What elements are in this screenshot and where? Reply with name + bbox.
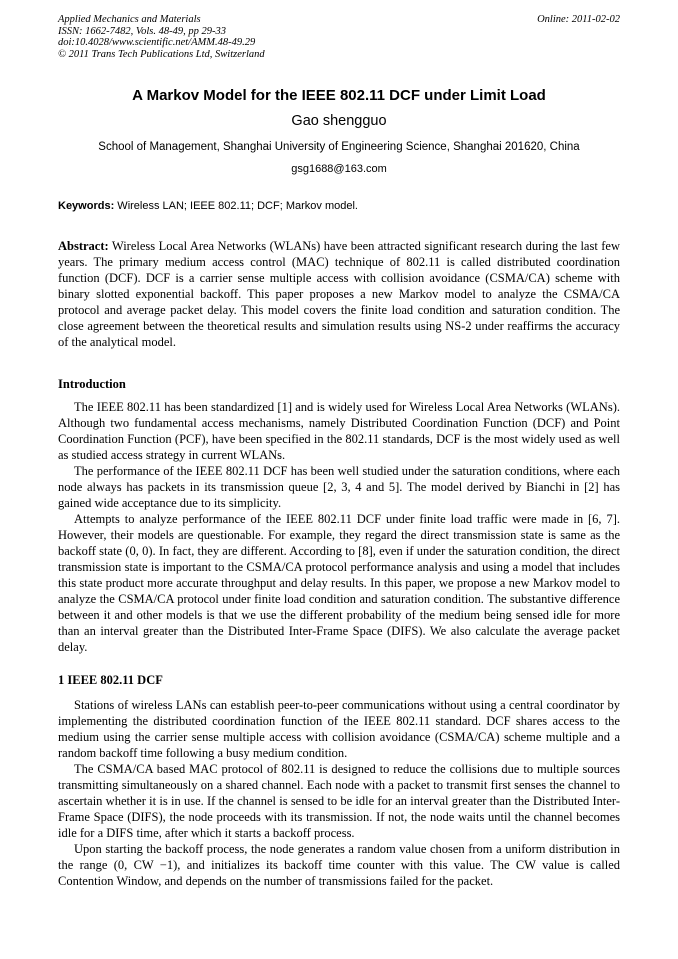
keywords-text: Wireless LAN; IEEE 802.11; DCF; Markov model.	[114, 200, 358, 212]
abstract-text: Wireless Local Area Networks (WLANs) have been attracted significant research during the last few years. The primary medium access control (MAC) technique of 802.11 is called distributed coordination function (DCF). DCF is a carrier sense multiple access with collision avoidance (CSMA/CA) scheme with binary slotted exponential backoff. This paper proposes a new Markov model to analyze the CSMA/CA protocol and average packet delay. This model covers the finite load condition and saturation condition. The close agreement between the theoretical results and simulation results using NS-2 under reaffirms the accuracy of the analytical model.	[58, 239, 620, 349]
dcf-paragraph-3: Upon starting the backoff process, the node generates a random value chosen from a uniform distribution in the range (0, CW −1), and initializes its backoff time counter with this value. The CW value is called Contention Window, and depends on the number of transmissions failed for the packet.	[58, 842, 620, 888]
author-email: gsg1688@163.com	[291, 163, 387, 175]
journal-issn-line: ISSN: 1662-7482, Vols. 48-49, pp 29-33	[58, 25, 226, 37]
dcf-paragraph-1: Stations of wireless LANs can establish peer-to-peer communications without using a central coordinator by implementing the distributed coordination function of the IEEE 802.11 standard. DCF shares access to the medium using the carrier sense multiple access with collision avoidance (CSMA/CA) scheme multiple and a random backoff time following a busy medium condition.	[58, 698, 620, 760]
abstract-label: Abstract:	[58, 239, 109, 253]
section-ieee-80211-dcf	[58, 672, 620, 889]
introduction-paragraph-1: The IEEE 802.11 has been standardized [1] and is widely used for Wireless Local Area Networks (WLANs). Although two fundamental access mechanisms, namely Distributed Coordination Function (DCF) and Point Coordination Function (PCF), have been specified in the 802.11 standards, DCF is the most widely used as well as studied access strategy in current WLANs.	[58, 400, 620, 462]
introduction-paragraph-3: Attempts to analyze performance of the IEEE 802.11 DCF under finite load traffic were made in [6, 7]. However, their models are questionable. For example, they regard the direct transmission state is same as the backoff state (0, 0). In fact, they are different. According to [8], even if under the saturation condition, the direct transmission state is important to the CSMA/CA protocol performance analysis and using a model that includes this state product more accurate throughput and delay results. In this paper, we propose a new Markov model to analyze the CSMA/CA protocol under finite load condition and saturation condition. The substantive difference between it and other models is that we use the different probability of the medium being sensed idle for more than an interval greater than the Distributed Inter-Frame Space (DIFS). We also calculate the average packet delay.	[58, 512, 620, 654]
author-affiliation: School of Management, Shanghai University of Engineering Science, Shanghai 201620, China	[98, 141, 580, 153]
journal-info-block	[58, 14, 265, 60]
section-introduction	[58, 376, 620, 655]
journal-copyright-line: © 2011 Trans Tech Publications Ltd, Switzerland	[58, 48, 265, 60]
author-name: Gao shengguo	[291, 113, 387, 129]
journal-title: Applied Mechanics and Materials	[58, 14, 201, 25]
keywords-line	[58, 200, 620, 212]
introduction-paragraph-2: The performance of the IEEE 802.11 DCF has been well studied under the saturation conditions, where each node always has packets in its transmission queue [2, 3, 4 and 5]. The model derived by Bianchi in [2] has gained wide acceptance due to its simplicity.	[58, 464, 620, 510]
dcf-paragraph-2: The CSMA/CA based MAC protocol of 802.11 is designed to reduce the collisions due to multiple sources transmitting simultaneously on a shared channel. Each node with a packet to transmit first senses the channel to ascertain whether it is in use. If the channel is sensed to be idle for an interval greater than the Distributed Inter-Frame Space (DIFS), the node proceeds with its transmission. If not, the node waits until the channel becomes idle for a DIFS time, after which it starts a backoff process.	[58, 762, 620, 840]
journal-doi-line: doi:10.4028/www.scientific.net/AMM.48-49.29	[58, 37, 256, 48]
introduction-heading: Introduction	[58, 377, 126, 391]
paper-title: A Markov Model for the IEEE 802.11 DCF under Limit Load	[132, 87, 546, 104]
abstract-paragraph	[58, 238, 620, 350]
journal-header	[58, 14, 620, 60]
ieee-80211-dcf-heading: 1 IEEE 802.11 DCF	[58, 673, 163, 687]
online-date: Online: 2011-02-02	[537, 14, 620, 25]
keywords-label: Keywords:	[58, 200, 115, 212]
